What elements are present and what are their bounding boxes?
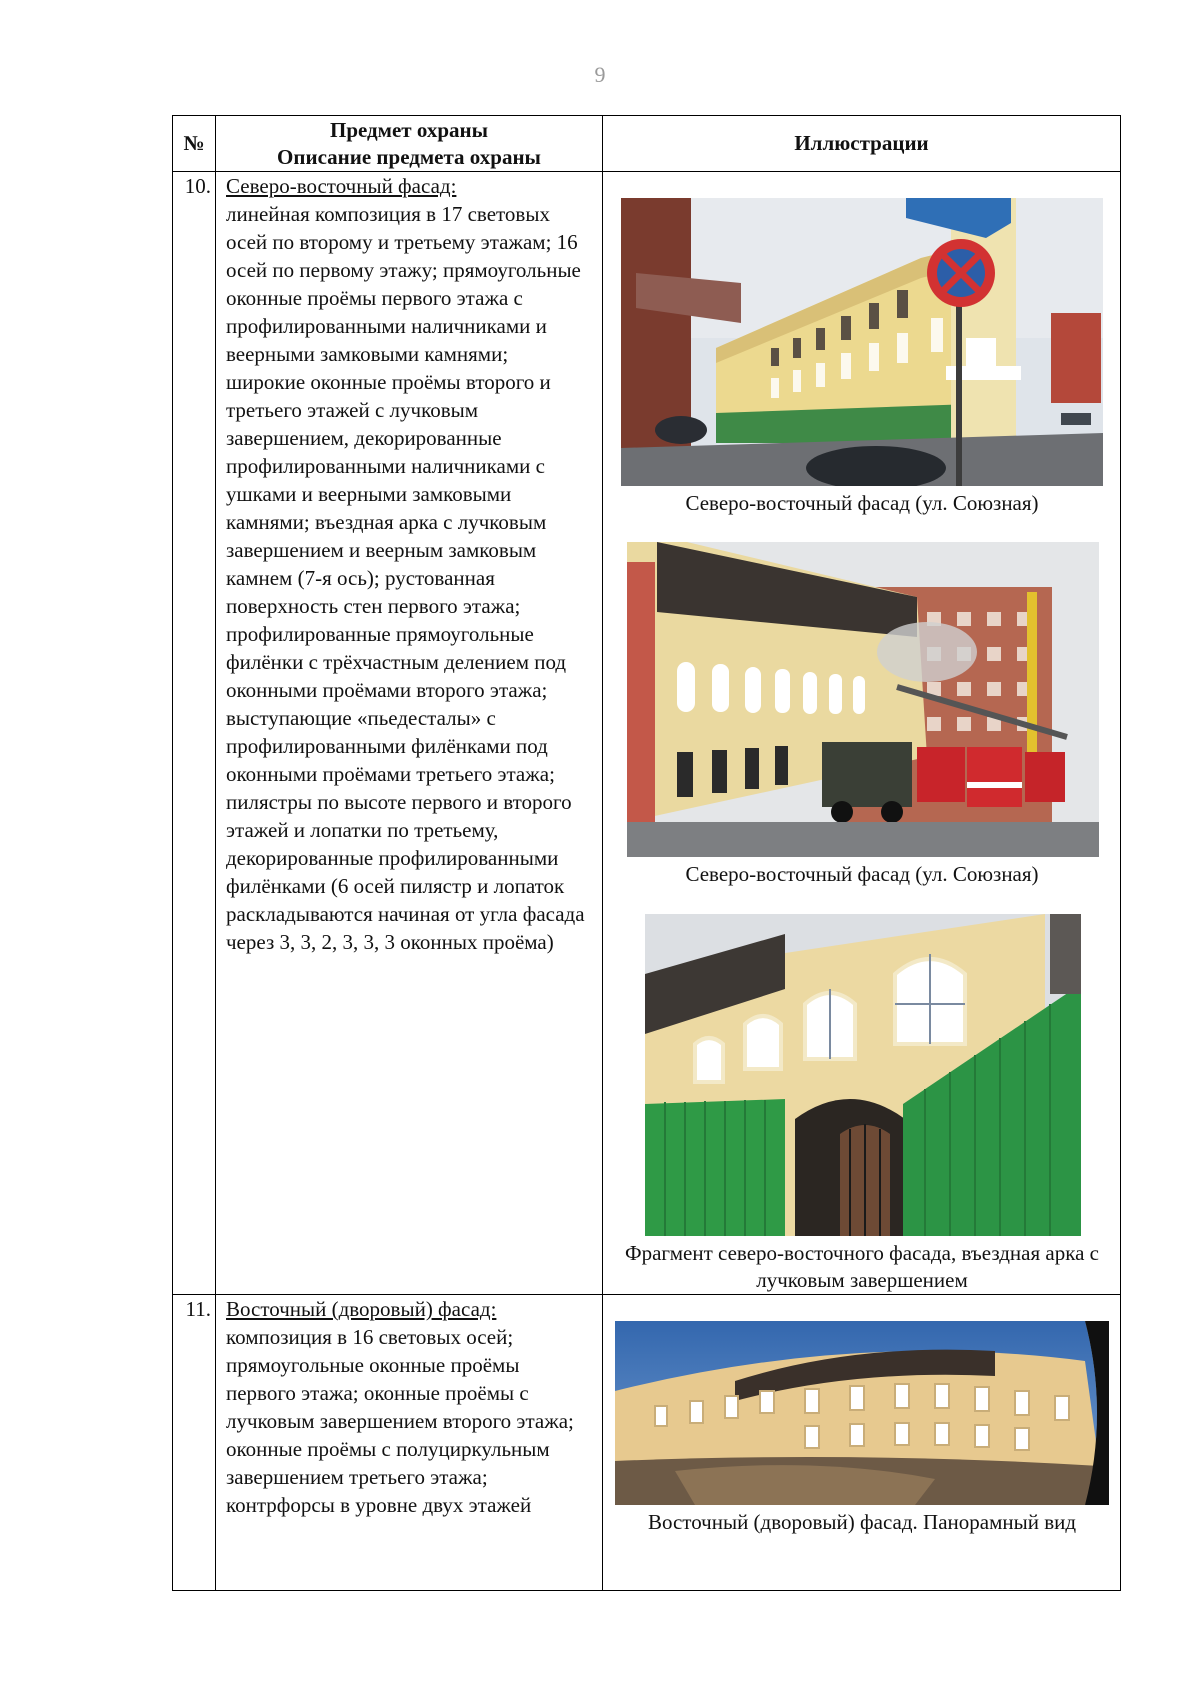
row-number: 11. bbox=[173, 1295, 216, 1591]
header-subject bbox=[216, 116, 603, 172]
facade-photo-arch bbox=[645, 914, 1081, 1236]
table-row bbox=[173, 172, 1121, 1295]
row-title: Восточный (дворовый) фасад: bbox=[226, 1297, 497, 1321]
figure-caption: Северо-восточный фасад (ул. Союзная) bbox=[685, 862, 1039, 886]
header-subject-line1: Предмет охраны bbox=[329, 117, 489, 142]
row-text: линейная композиция в 17 световых осей по второму и третьему этажам; 16 осей по первому этажу; прямоугольные оконные проёмы первого этажа с профилированными наличниками и веерными замковыми камнями; широкие оконные проёмы второго и третьего этажей с лучковым завершением, декорированные профилированными наличниками с ушками и веерными замковыми камнями; въездная арка с лучковым завершением и веерным замковым камнем (7-я ось); рустованная поверхность стен первого этажа; профилированные прямоугольные филёнки с трёхчастным делением под оконными проёмами второго этажа; выступающие «пьедесталы» с профилированными филёнками под оконными проёмами третьего этажа; пилястры по высоте первого и второго этажей и лопатки по третьему, декорированные профилированными филёнками (6 осей пилястр и лопаток раскладываются начиная от угла фасада через 3, 3, 2, 3, 3, 3 оконных проёма) bbox=[226, 202, 585, 954]
protection-table bbox=[172, 115, 1121, 1591]
table-header-row bbox=[173, 116, 1121, 172]
row-description bbox=[216, 1295, 603, 1591]
row-text: композиция в 16 световых осей; прямоугольные оконные проёмы первого этажа; оконные проёмы с лучковым завершением второго этажа; оконные проёмы с полуциркульным завершением третьего этажа; контрфорсы в уровне двух этажей bbox=[226, 1325, 574, 1517]
row-illustrations bbox=[603, 1295, 1121, 1591]
row-illustrations bbox=[603, 172, 1121, 1295]
figure-caption: Северо-восточный фасад (ул. Союзная) bbox=[685, 491, 1039, 515]
facade-photo-panorama bbox=[615, 1321, 1109, 1505]
table-row bbox=[173, 1295, 1121, 1591]
page-number: 9 bbox=[594, 62, 606, 87]
header-subject-line2: Описание предмета охраны bbox=[277, 144, 541, 169]
row-description bbox=[216, 172, 603, 1295]
row-title: Северо-восточный фасад: bbox=[226, 174, 457, 198]
figure-caption: Фрагмент северо-восточного фасада, въездная арка с лучковым завершением bbox=[625, 1241, 1099, 1292]
row-number: 10. bbox=[173, 172, 216, 1295]
header-num: № bbox=[173, 116, 216, 172]
header-illustrations: Иллюстрации bbox=[603, 116, 1121, 172]
facade-photo-street bbox=[621, 198, 1103, 486]
figure-caption: Восточный (дворовый) фасад. Панорамный вид bbox=[647, 1510, 1077, 1534]
facade-photo-fire bbox=[627, 542, 1099, 857]
